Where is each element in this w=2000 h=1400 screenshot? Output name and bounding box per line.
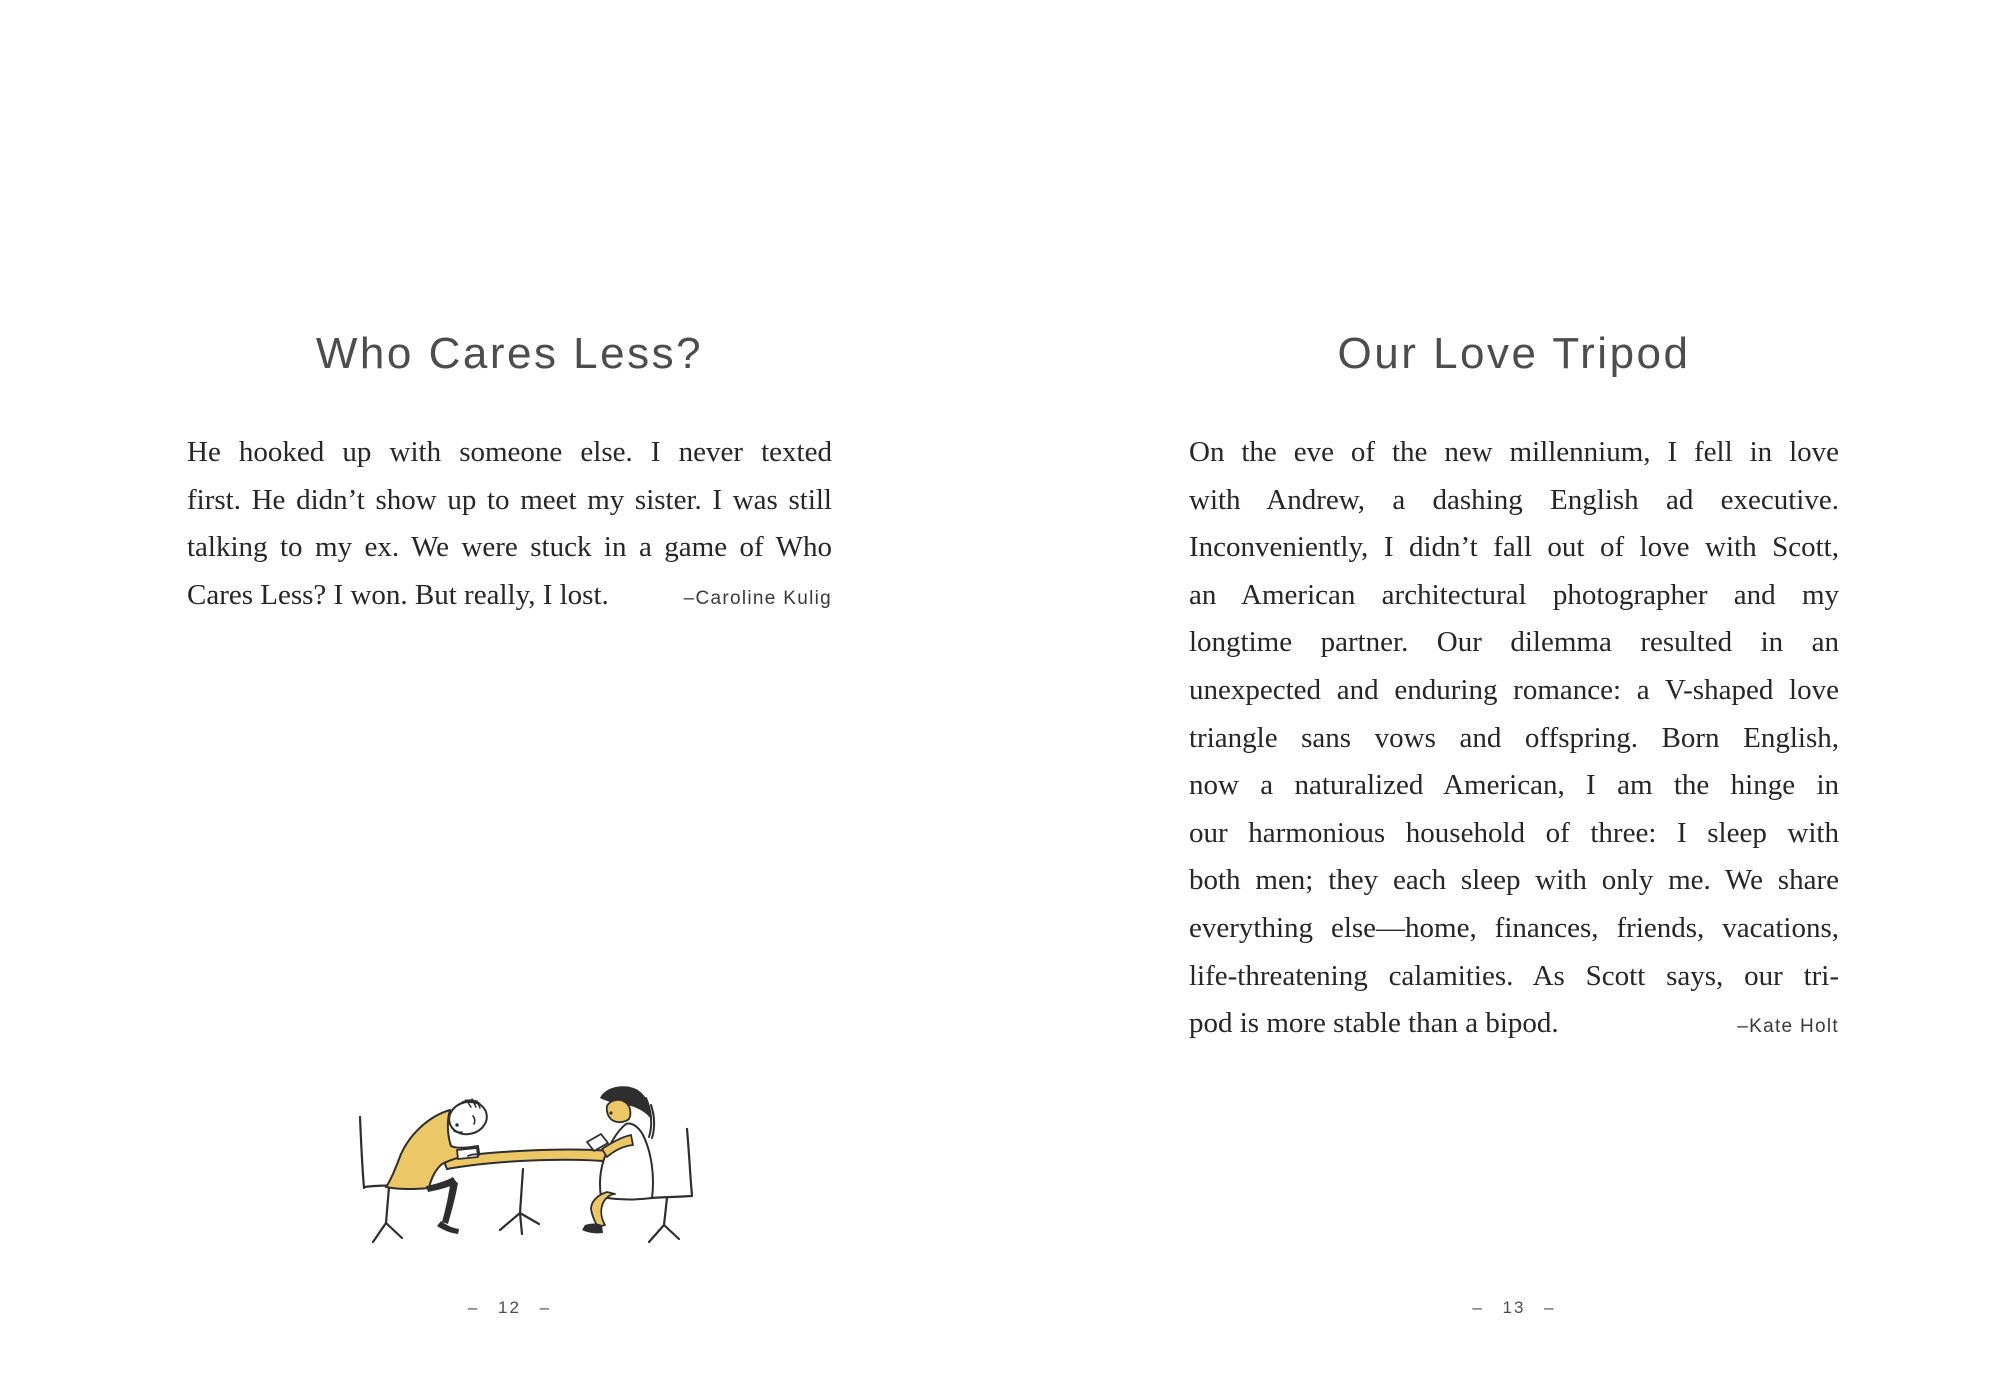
text-line: triangle sans vows and offspring. Born English, <box>1189 721 1839 754</box>
text-line: Inconveniently, I didn’t fall out of love with Scott, <box>1189 531 1839 564</box>
text-line: with Andrew, a dashing English ad executive. <box>1189 483 1839 516</box>
author-attribution: –Caroline Kulig <box>683 587 832 609</box>
two-people-at-table-illustration <box>330 1056 750 1286</box>
author-attribution: –Kate Holt <box>1737 1016 1839 1038</box>
page-number: – 13 – <box>1472 1298 1556 1317</box>
text-line: longtime partner. Our dilemma resulted in an <box>1189 626 1839 659</box>
text-line: talking to my ex. We were stuck in a game of Who <box>187 531 832 564</box>
page-title: Who Cares Less? <box>315 329 704 379</box>
text-line: both men; they each sleep with only me. We share <box>1189 864 1839 897</box>
man-figure <box>386 1098 490 1234</box>
text-line: life-threatening calamities. As Scott says, our tri- <box>1189 959 1839 992</box>
text-last-line <box>187 572 832 620</box>
text-line: He hooked up with someone else. I never texted <box>187 436 832 468</box>
right-chair <box>649 1129 692 1242</box>
text-line: On the eve of the new millennium, I fell in love <box>1189 436 1839 468</box>
text-line: our harmonious household of three: I sleep with <box>1189 816 1839 849</box>
page-title: Our Love Tripod <box>1337 329 1691 379</box>
text-last-line <box>1189 1000 1839 1048</box>
page-number: – 12 – <box>467 1298 552 1317</box>
story-paragraph <box>1189 429 1839 1048</box>
text-line: everything else—home, finances, friends, vacations, <box>1189 911 1839 944</box>
story-paragraph <box>187 429 832 619</box>
text-line: Cares Less? I won. But really, I lost. <box>187 578 609 611</box>
text-line: an American architectural photographer and my <box>1189 578 1839 611</box>
yellow-table <box>443 1150 615 1234</box>
text-line: now a naturalized American, I am the hinge in <box>1189 769 1839 802</box>
text-line: unexpected and enduring romance: a V-shaped love <box>1189 673 1839 706</box>
text-line: first. He didn’t show up to meet my sister. I was still <box>187 483 832 516</box>
text-line: pod is more stable than a bipod. <box>1189 1007 1559 1040</box>
